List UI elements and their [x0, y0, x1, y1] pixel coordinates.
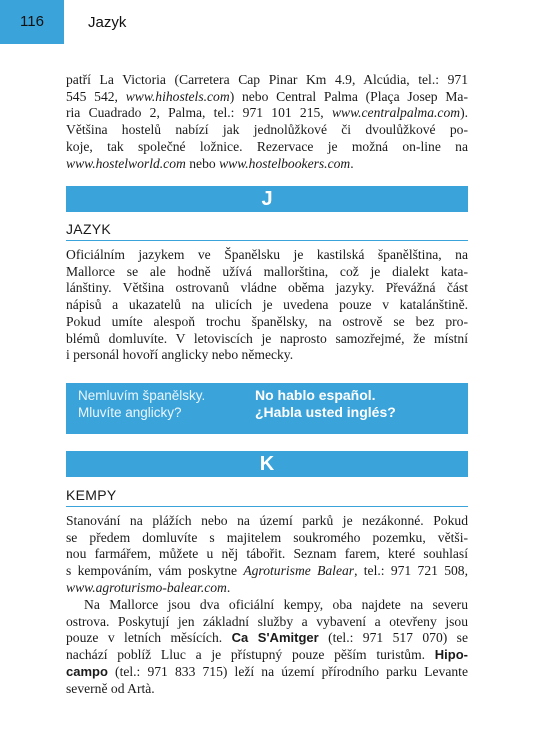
- hihostels-link[interactable]: www.hihostels.com: [125, 88, 230, 104]
- jazyk-heading: JAZYK: [66, 221, 468, 241]
- hostelbookers-link[interactable]: www.hostelbookers.com: [219, 155, 351, 171]
- kempy-paragraph-2: Na Mallorce jsou dva oficiální kempy, oba najdete na severu ostrova. Poskytují jen základní služby a vybavení a otevřeny jsou pouze v letních měsících. Ca S'Amitger (tel.: 971 517 070) se nachází poblíž Lluc a je přístupný pouze pěším turistům. Hipo- campo (tel.: 971 833 715) leží na území přírodního parku Levante severně od Artà.: [66, 597, 468, 696]
- hostelworld-link[interactable]: www.hostelworld.com: [66, 155, 186, 171]
- page-number: 116: [0, 0, 64, 44]
- phrase-spanish: No hablo español.: [255, 387, 376, 403]
- letter-j-bar: J: [66, 186, 468, 212]
- running-head: Jazyk: [88, 14, 127, 31]
- camp-name: campo: [66, 663, 108, 679]
- phrase-czech: Nemluvím španělsky.: [78, 388, 206, 403]
- camp-name: Ca S'Amitger: [231, 630, 319, 646]
- agroturisme-name: Agroturisme Balear: [243, 563, 355, 579]
- phrase-box: [66, 383, 468, 434]
- letter-k-bar: K: [66, 451, 468, 477]
- phrase-spanish: ¿Habla usted inglés?: [255, 404, 396, 420]
- agroturismo-link[interactable]: www.agroturismo-balear.com: [66, 579, 227, 595]
- centralpalma-link[interactable]: www.centralpalma.com: [331, 105, 461, 121]
- phrase-row: [78, 404, 456, 421]
- phrase-row: [78, 387, 456, 404]
- phrase-czech: Mluvíte anglicky?: [78, 405, 182, 420]
- kempy-heading: KEMPY: [66, 487, 468, 507]
- kempy-paragraph-1: Stanování na plážích nebo na území parků je nezákonné. Pokud se předem domluvíte s majitelem soukromého pozemku, větši- nou farmářem, můžete u něj tábořit. Seznam farem, které souhlasí s kempováním, vám poskytne Agroturisme Balear, tel.: 971 721 508, www.agroturismo-balear.com.: [66, 513, 468, 595]
- hostels-paragraph: patří La Victoria (Carretera Cap Pinar Km 4.9, Alcúdia, tel.: 971 545 542, www.hihostels.com) nebo Central Palma (Plaça Josep Ma- ria Cuadrado 2, Palma, tel.: 971 101 215, www.centralpalma.com). Většina hostelů nabízí jak jednolůžkové či dvoulůžkové po- koje, tak společné ložnice. Rezervace je možná on-line na www.hostelworld.com nebo www.hostelbookers.com.: [66, 72, 468, 171]
- jazyk-paragraph: Oficiálním jazykem ve Španělsku je kastilská španělština, na Mallorce se ale hodně užívá mallorština, což je dialekt kata- lánštiny. Většina ostrovanů vládne oběma jazyky. Převážná část nápisů a ukazatelů na ulicích je uvedena pouze v katalánštině. Pokud umíte alespoň trochu španělsky, na ostrově se bez pro- blémů domluvíte. V letoviscích je naprosto samozřejmé, že místní i personál hovoří anglicky nebo německy.: [66, 247, 468, 363]
- camp-name: Hipo-: [434, 647, 468, 663]
